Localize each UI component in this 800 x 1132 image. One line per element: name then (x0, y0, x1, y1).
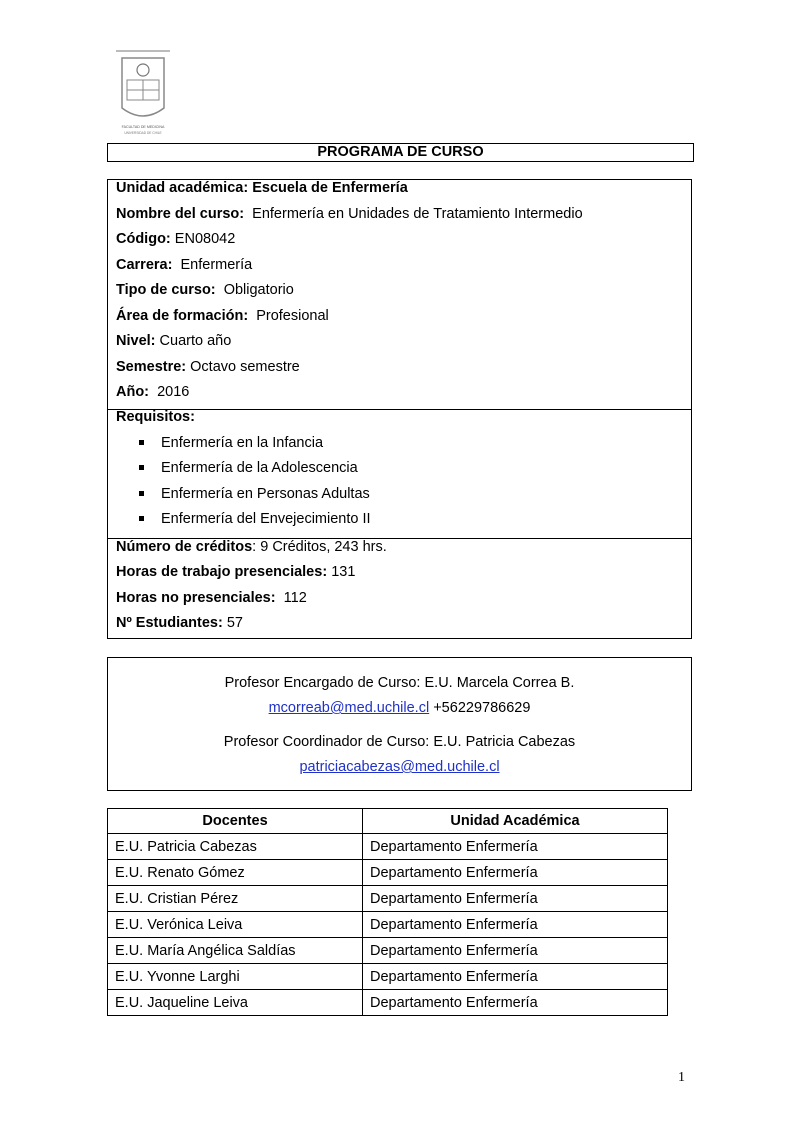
requisitos-label: Requisitos: (116, 409, 195, 425)
docente-cell: E.U. Patricia Cabezas (108, 834, 363, 860)
list-item: Enfermería del Envejecimiento II (139, 511, 371, 527)
docente-cell: E.U. Jaqueline Leiva (108, 990, 363, 1016)
table-row (108, 938, 668, 964)
unidad-cell: Departamento Enfermería (363, 912, 668, 938)
table-row (108, 912, 668, 938)
table-row (108, 860, 668, 886)
docente-cell: E.U. Verónica Leiva (108, 912, 363, 938)
anio-row: Año: 2016 (116, 384, 190, 400)
creditos-section (108, 538, 691, 638)
table-row (108, 990, 668, 1016)
no-presenciales-row: Horas no presenciales: 112 (116, 590, 307, 606)
table-header-row (108, 809, 668, 834)
page-title: PROGRAMA DE CURSO (107, 143, 694, 162)
docente-cell: E.U. Yvonne Larghi (108, 964, 363, 990)
table-row (108, 834, 668, 860)
unidad-cell: Departamento Enfermería (363, 964, 668, 990)
bullet-icon (139, 516, 144, 521)
docentes-table (107, 808, 668, 1016)
svg-text:UNIVERSIDAD DE CHILE: UNIVERSIDAD DE CHILE (124, 131, 162, 135)
estudiantes-row: Nº Estudiantes: 57 (116, 615, 243, 631)
bullet-icon (139, 465, 144, 470)
column-header-unidad: Unidad Académica (363, 809, 668, 834)
faculty-logo (114, 48, 172, 138)
coordinador-contact-line (108, 759, 691, 775)
docente-cell: E.U. Cristian Pérez (108, 886, 363, 912)
page-number: 1 (678, 1070, 685, 1085)
list-item: Enfermería en la Infancia (139, 435, 323, 451)
contact-box (107, 657, 692, 791)
creditos-row: Número de créditos: 9 Créditos, 243 hrs. (116, 539, 387, 555)
column-header-docentes: Docentes (108, 809, 363, 834)
presenciales-row: Horas de trabajo presenciales: 131 (116, 564, 356, 580)
coordinador-line: Profesor Coordinador de Curso: E.U. Patricia Cabezas (223, 734, 576, 750)
bullet-icon (139, 491, 144, 496)
codigo-row: Código: EN08042 (116, 231, 236, 247)
nivel-row: Nivel: Cuarto año (116, 333, 232, 349)
area-row: Área de formación: Profesional (116, 308, 329, 324)
encargado-contact-line (108, 700, 691, 716)
semestre-row: Semestre: Octavo semestre (116, 359, 300, 375)
table-row (108, 886, 668, 912)
tipo-row: Tipo de curso: Obligatorio (116, 282, 294, 298)
table-row (108, 964, 668, 990)
list-item: Enfermería en Personas Adultas (139, 486, 370, 502)
list-item: Enfermería de la Adolescencia (139, 460, 358, 476)
unidad-cell: Departamento Enfermería (363, 886, 668, 912)
svg-text:FACULTAD DE MEDICINA: FACULTAD DE MEDICINA (121, 125, 165, 129)
docente-cell: E.U. María Angélica Saldías (108, 938, 363, 964)
docente-cell: E.U. Renato Gómez (108, 860, 363, 886)
course-info-box (107, 179, 692, 639)
encargado-line: Profesor Encargado de Curso: E.U. Marcela Correa B. (224, 675, 575, 691)
faculty-crest-icon (114, 48, 172, 138)
requisitos-section (108, 409, 691, 539)
carrera-row: Carrera: Enfermería (116, 257, 253, 273)
unidad-cell: Departamento Enfermería (363, 834, 668, 860)
bullet-icon (139, 440, 144, 445)
unidad-cell: Departamento Enfermería (363, 990, 668, 1016)
encargado-phone: +56229786629 (433, 700, 531, 716)
nombre-row: Nombre del curso: Enfermería en Unidades de Tratamiento Intermedio (116, 206, 583, 222)
coordinador-email-link[interactable]: patriciacabezas@med.uchile.cl (299, 759, 500, 775)
unidad-cell: Departamento Enfermería (363, 860, 668, 886)
unidad-row: Unidad académica: Escuela de Enfermería (116, 180, 408, 196)
course-general-section (108, 180, 691, 410)
unidad-cell: Departamento Enfermería (363, 938, 668, 964)
encargado-email-link[interactable]: mcorreab@med.uchile.cl (268, 700, 430, 716)
